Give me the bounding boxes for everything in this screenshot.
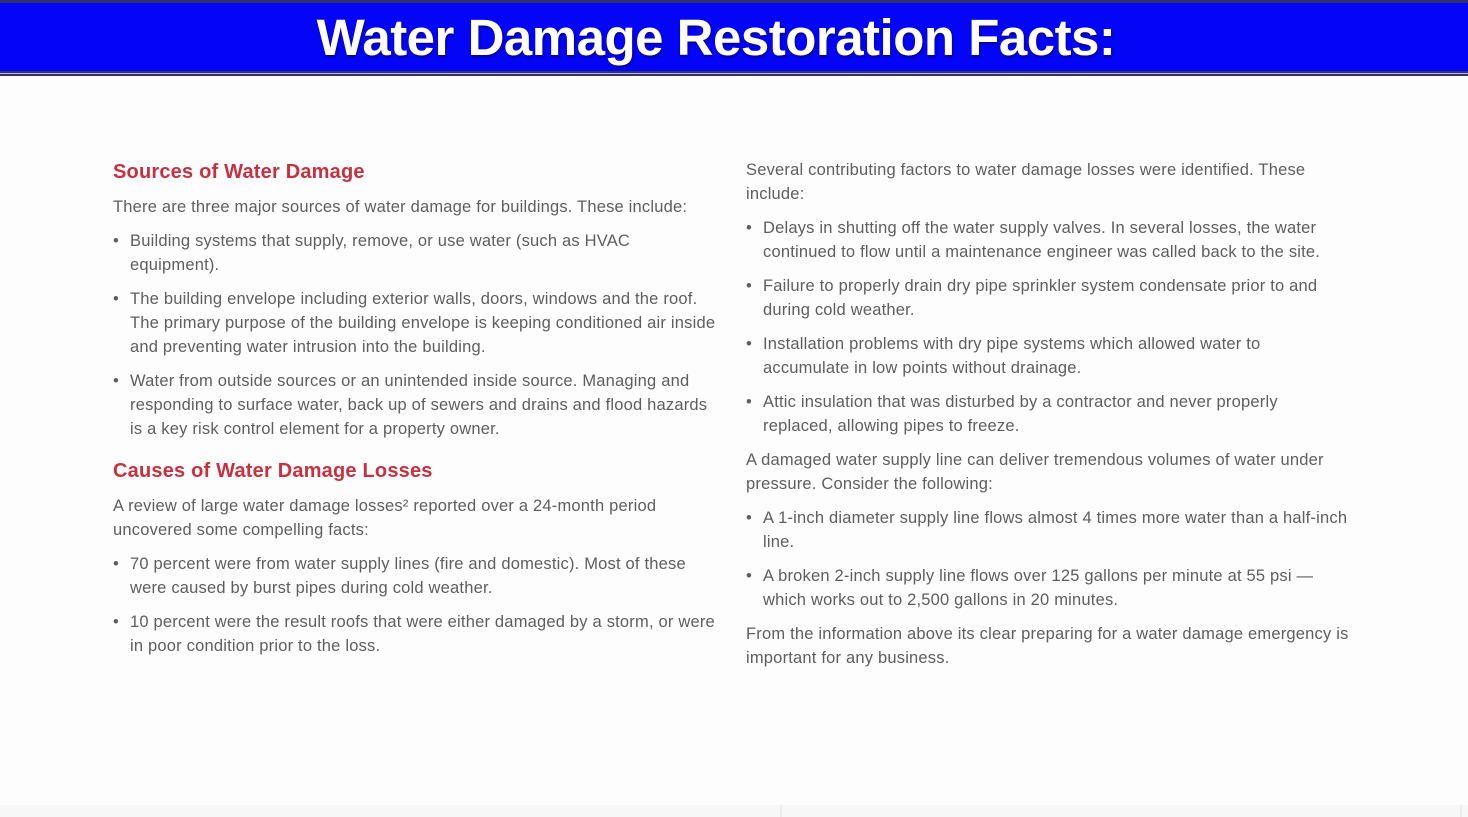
causes-intro: A review of large water damage losses² reported over a 24-month period uncovered some compelling facts: [113,497,657,539]
list-item: • Delays in shutting off the water supply valves. In several losses, the water continued to flow until a maintenance engineer was called back to the site. [746,216,1350,264]
list-item: • 70 percent were from water supply lines (fire and domestic). Most of these were caused by burst pipes during cold weather. [113,552,721,600]
supply-line-pressure-intro: A damaged water supply line can deliver tremendous volumes of water under pressure. Consider the following: [746,451,1324,493]
header-bar [0,0,1468,71]
list-item: • A broken 2-inch supply line flows over 125 gallons per minute at 55 psi — which works out to 2,500 gallons in 20 minutes. [746,564,1350,612]
sources-intro: There are three major sources of water damage for buildings. These include: [113,198,688,216]
supply-line-bullet-list [746,506,1350,612]
list-item: • Building systems that supply, remove, or use water (such as HVAC equipment). [113,229,721,277]
list-item: • A 1-inch diameter supply line flows almost 4 times more water than a half-inch line. [746,506,1350,554]
contributing-factors-intro: Several contributing factors to water damage losses were identified. These include: [746,161,1306,203]
sources-bullet-list [113,229,721,441]
left-column [113,160,721,668]
page-title: Water Damage Restoration Facts: [316,8,1116,66]
list-item: • 10 percent were the result roofs that were either damaged by a storm, or were in poor condition prior to the loss. [113,610,721,658]
sources-heading: Sources of Water Damage [113,161,365,183]
list-item: • Failure to properly drain dry pipe sprinkler system condensate prior to and during cold weather. [746,274,1350,322]
list-item: • The building envelope including exterior walls, doors, windows and the roof. The primary purpose of the building envelope is keeping conditioned air inside and preventing water intrusion into the building. [113,287,721,359]
footer-scan-band [0,805,1468,817]
header-border-line-dark-2 [0,74,1468,76]
list-item: • Attic insulation that was disturbed by a contractor and never properly replaced, allowing pipes to freeze. [746,390,1350,438]
footer-divider [1460,805,1462,817]
contributing-factors-bullet-list [746,216,1350,438]
causes-bullet-list [113,552,721,658]
list-item: • Water from outside sources or an unintended inside source. Managing and responding to surface water, back up of sewers and drains and flood hazards is a key risk control element for a property owner. [113,369,721,441]
section-causes-of-water-damage-losses [113,459,721,658]
section-sources-of-water-damage [113,160,721,441]
right-column [746,158,1350,680]
causes-heading: Causes of Water Damage Losses [113,460,433,482]
closing-paragraph: From the information above its clear preparing for a water damage emergency is important for any business. [746,625,1349,667]
list-item: • Installation problems with dry pipe systems which allowed water to accumulate in low points without drainage. [746,332,1350,380]
footer-divider [780,805,782,817]
